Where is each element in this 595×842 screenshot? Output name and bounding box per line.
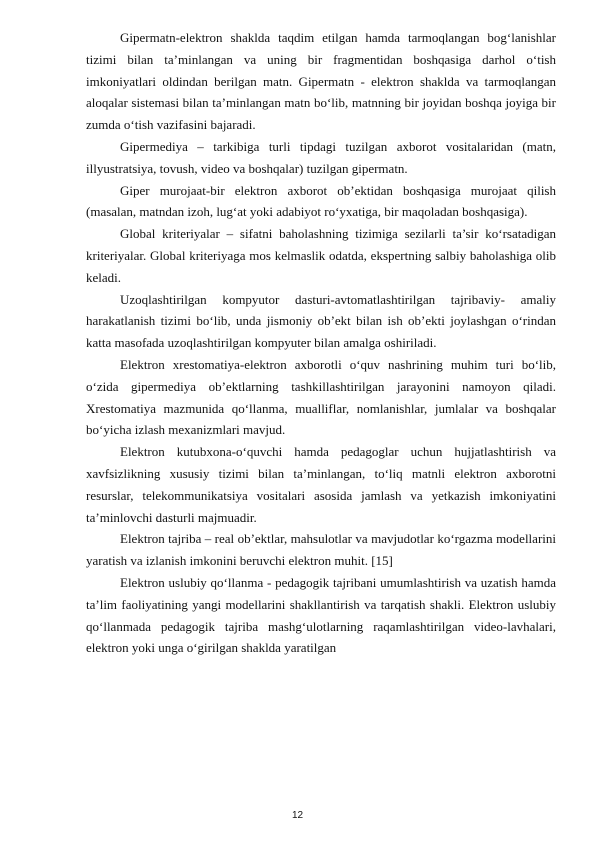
paragraph-gipermediya: Gipermediya – tarkibiga turli tipdagi tuzilgan axborot vositalaridan (matn, illyustratsiya, tovush, video va boshqalar) tuzilgan gipermatn.: [86, 138, 556, 176]
paragraph-elektron-kutubxona: Elektron kutubxona-o‘quvchi hamda pedagoglar uchun hujjatlashtirish va xavfsizlikning xususiy tizimi bilan ta’minlangan, to‘liq matnli elektron axborotni resurslar, telekommunikatsiya vositalari asosida jamlash va yetkazish imkoniyatini ta’minlovchi dasturli majmuadir.: [86, 444, 556, 525]
paragraph-elektron-uslubiy-qollanma: Elektron uslubiy qo‘llanma - pedagogik tajribani umumlashtirish va uzatish hamda ta’lim faoliyatining yangi modellarini shakllantirish va tarqatish shakli. Elektron uslubiy qo‘llanmada pedagogik tajriba mashg‘ulotlarning raqamlashtirilgan video-lavhalari, elektron yoki unga o‘girilgan shaklda yaratilgan: [86, 574, 556, 656]
paragraph-gipermatn: Gipermatn-elektron shaklda taqdim etilgan hamda tarmoqlangan bog‘lanishlar tizimi bilan ta’minlangan va uning bir fragmentidan boshqasiga darhol o‘tish imkoniyatlari oldindan berilgan matn. Gipermatn - elektron shaklda va tarmoqlangan aloqalar sistemasi bilan ta’minlangan matn bo‘lib, matnning bir joyidan boshqa joyiga bir zumda o‘tish vazifasini bajaradi.: [86, 30, 556, 133]
paragraph-uzoqlashtirilgan-dastur: Uzoqlashtirilgan kompyutor dasturi-avtomatlashtirilgan tajribaviy- amaliy harakatlanish tizimi bo‘lib, unda jismoniy ob’ekt bilan ish ob’ekti joylashgan o‘rindan katta masofada uzoqlashtirilgan kompyuter bilan amalga oshiriladi.: [86, 291, 556, 351]
paragraph-giper-murojaat: Giper murojaat-bir elektron axborot ob’ektidan boshqasiga murojaat qilish (masalan, matndan izoh, lug‘at yoki adabiyot ro‘yxatiga, bir maqoladan boshqasiga).: [86, 182, 556, 220]
paragraph-global-kriteriyalar: Global kriteriyalar – sifatni baholashning tizimiga sezilarli ta’sir ko‘rsatadigan kriteriyalar. Global kriteriyaga mos kelmaslik odatda, ekspertning salbiy baholashiga olib keladi.: [86, 226, 556, 285]
paragraph-elektron-xrestomatiya: Elektron xrestomatiya-elektron axborotli o‘quv nashrining muhim turi bo‘lib, o‘zida gipermediya ob’ektlarning tashkillashtirilgan jarayonini namoyon qiladi. Xrestomatiya mazmunida qo‘llanma, mualliflar, nomlanishlar, jumlalar va boshqalar bo‘yicha izlash mexanizmlari mavjud.: [86, 356, 556, 438]
paragraph-elektron-tajriba: Elektron tajriba – real ob’ektlar, mahsulotlar va mavjudotlar ko‘rgazma modellarini yaratish va izlanish imkonini beruvchi elektron muhit. [15]: [86, 531, 556, 569]
document-page: [86, 27, 556, 659]
page-number: 12: [291, 810, 304, 821]
